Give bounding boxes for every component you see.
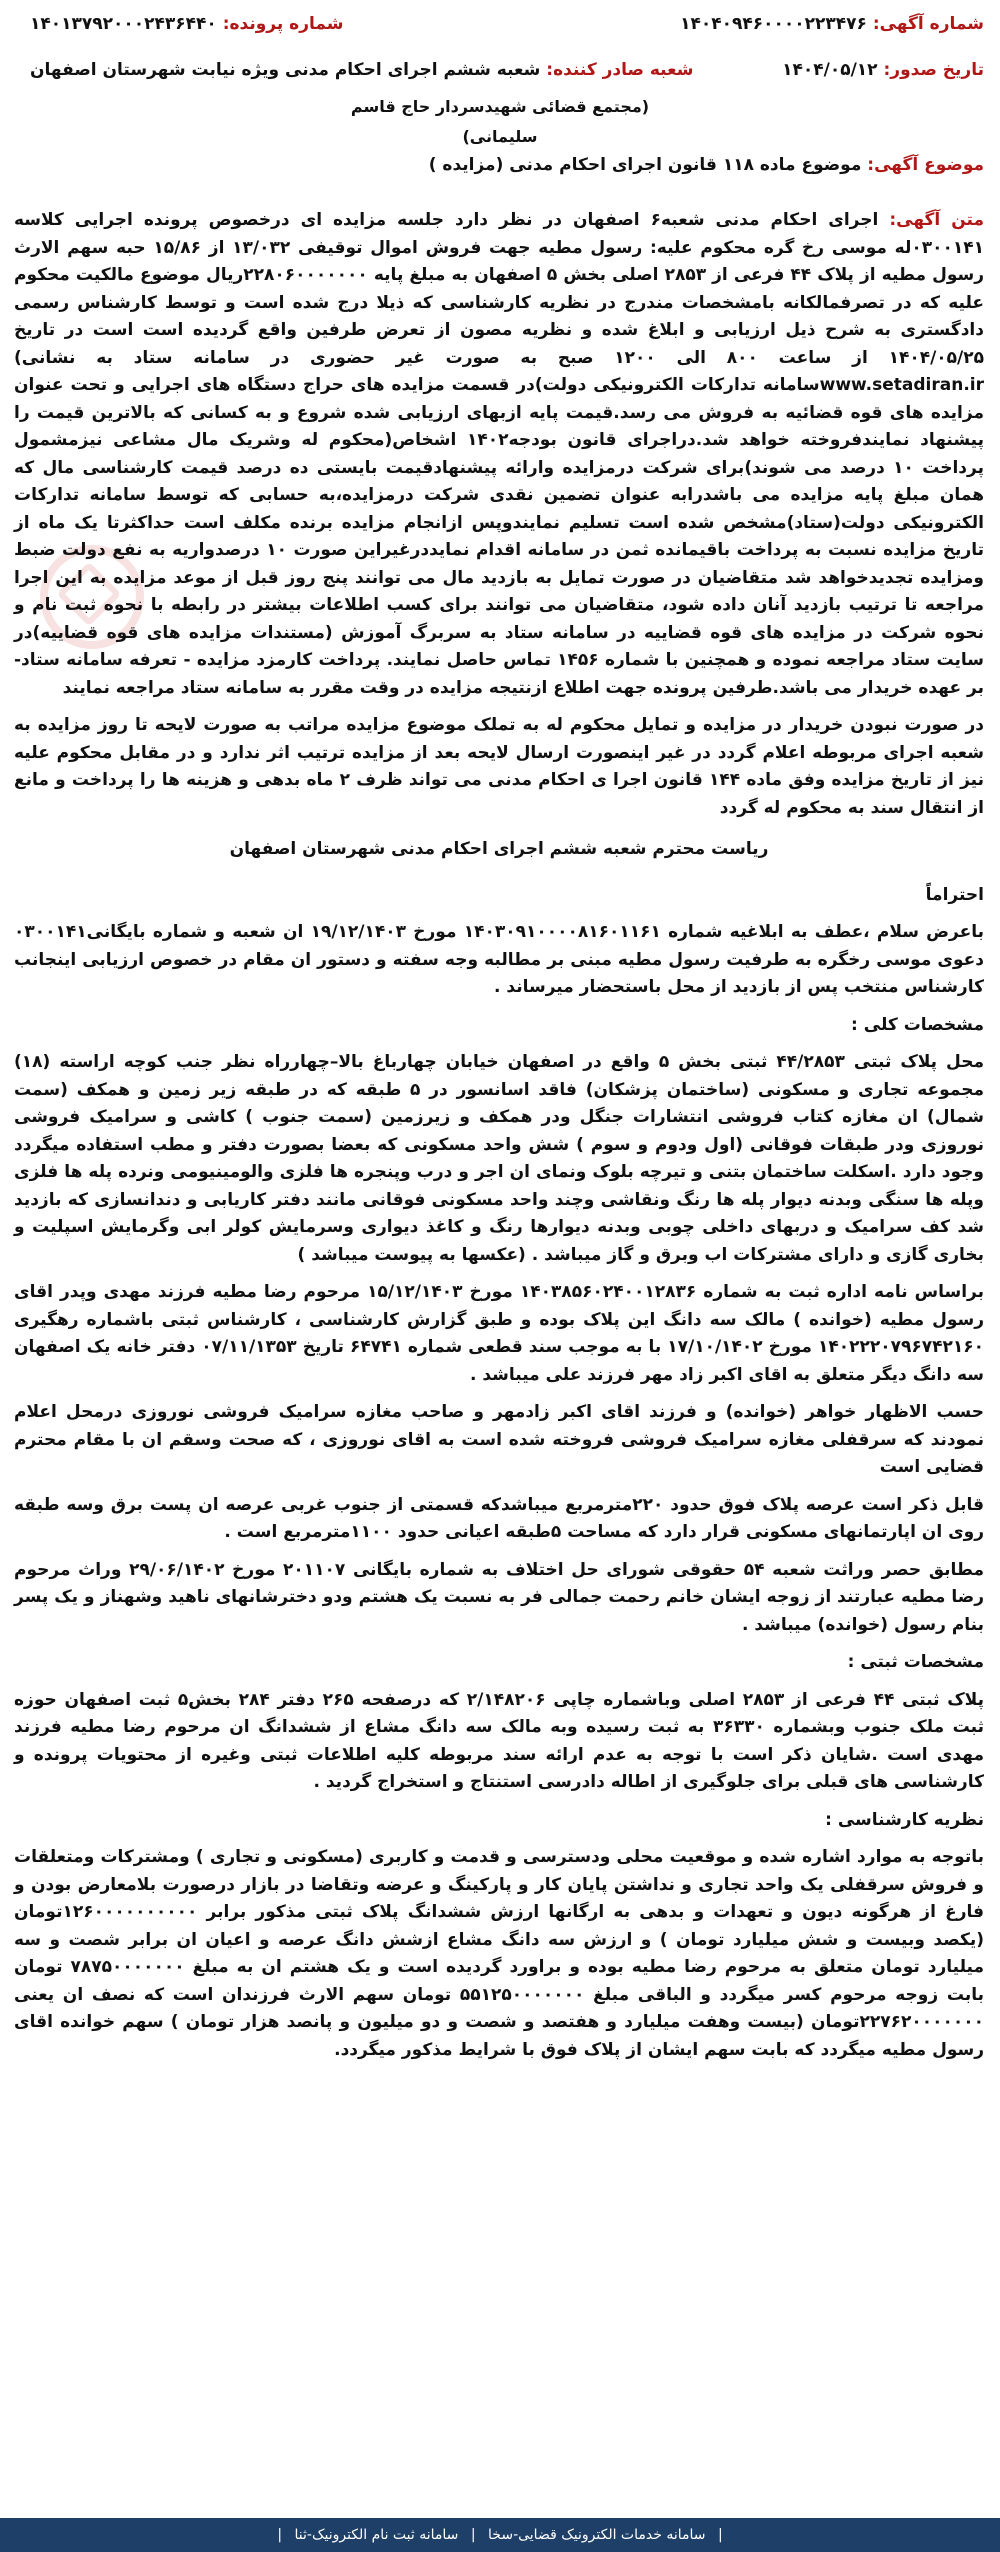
subject-row xyxy=(429,155,984,175)
paragraph-1 xyxy=(14,207,984,702)
issuer-row xyxy=(30,60,693,80)
case-number-value: ۱۴۰۱۳۷۹۲۰۰۰۲۴۳۶۴۴۰ xyxy=(30,14,217,34)
ad-number-label: شماره آگهی: xyxy=(872,14,984,34)
respect-salutation: احتراماً xyxy=(925,884,984,905)
issue-date-row xyxy=(782,60,984,80)
subject-value: موضوع ماده ۱۱۸ قانون اجرای احکام مدنی (مزایده ) xyxy=(428,155,862,175)
paragraph-8: مطابق حصر وراثت شعبه ۵۴ حقوقی شورای حل اختلاف به شماره بایگانی ۲۰۱۱۰۷ مورخ ۲۹/۰۶/۱۴۰۲ وراث مرحوم رضا مطیه عبارتند از زوجه ایشان خانم رحمت جمالی فر به نسبت یک هشتم ودو دخترشانهای ناهید وشهناز و یک پسر بنام رسول (خوانده) میباشد . xyxy=(14,1559,985,1635)
issuer-label: شعبه صادر کننده: xyxy=(546,60,694,80)
footer-link-sakha[interactable]: سامانه خدمات الکترونیک قضایی-سخا xyxy=(488,2527,706,2543)
text-label: متن آگهی: xyxy=(889,210,985,230)
general-specs-title: مشخصات کلی : xyxy=(851,1014,984,1035)
expert-opinion-title: نظریه کارشناسی : xyxy=(825,1809,984,1830)
paragraph-9: پلاک ثبتی ۴۴ فرعی از ۲۸۵۳ اصلی وباشماره چاپی ۲/۱۴۸۲۰۶ که درصفحه ۲۶۵ دفتر ۲۸۴ بخش۵ ثبت اصفهان حوزه ثبت ملک جنوب وبشماره ۳۶۳۳۰ به ثبت رسیده وبه مالک سه دانگ مشاع از ششدانگ ان مرحوم رضا مطیه فرزند مهدی است .شایان ذکر است با توجه به عدم ارائه سند مربوطه کلیه اطلاعات ثبتی وغیره از محتویات پرونده و کارشناسی های قبلی برای جلوگیری از اطاله دادرسی استنتاج و استخراج گردید . xyxy=(14,1689,984,1792)
ad-number-row xyxy=(680,14,984,34)
footer-separator: | xyxy=(277,2527,283,2543)
subject-label: موضوع آگهی: xyxy=(867,155,984,175)
case-number-row xyxy=(30,14,344,34)
issuer-sub: (مجتمع قضائی شهیدسردار حاج قاسم سلیمانی) xyxy=(350,97,650,146)
registration-specs-title: مشخصات ثبتی : xyxy=(847,1652,984,1672)
paragraph-2: در صورت نبودن خریدار در مزایده و تمایل محکوم له به تملک موضوع مزایده مراتب به صورت لایحه تا روز مزایده به شعبه اجرای مربوطه اعلام گردد در غیر اینصورت ارسال لایحه بعد از مزایده ترتیب اثر ندارد و در مقابل محکوم علیه نیز از تاریخ مزایده وفق ماده ۱۴۴ قانون اجرا ی احکام مدنی می تواند ظرف ۲ ماه بدهی و هزینه ها را پرداخت و مانع از انتقال سند به محکوم له گردد xyxy=(14,715,984,818)
paragraph-4: محل پلاک ثبتی ۴۴/۲۸۵۳ ثبتی بخش ۵ واقع در اصفهان خیابان چهارباغ بالا–چهارراه نظر جنب کوچه اراسته (۱۸) مجموعه تجاری و مسکونی (ساختمان پزشکان) فاقد اسانسور در ۵ طبقه که در طبقه زیر زمین و همکف (سمت شمال) ان مغازه کتاب فروشی انتشارات جنگل ودر همکف و زیرزمین (سمت جنوب ) کاشی و سرامیک فروشی نوروزی ودر طبقات فوقانی (اول ودوم و سوم ) شش واحد مسکونی که بعضا بصورت دفتر و مطب استفاده میگردد وجود دارد .اسکلت ساختمان بتنی و تیرچه بلوک ونمای ان اجر و درب وپنجره ها فلزی والومینیومی ونرده پله ها فلزی وپله ها سنگی وبدنه دیوار پله ها رنگ ونقاشی وچند واحد مسکونی فوقانی مانند دفتر کاریابی و دندانسازی که بازدید شد کف سرامیک و دربهای داخلی چوبی وبدنه دیوارها رنگ و کاغذ دیواری وسرمایش کولر ابی وگرمایش اسپلیت و بخاری گازی و دارای مشترکات اب وبرق و گاز میباشد . (عکسها به پیوست میباشد ) xyxy=(14,1052,984,1265)
footer-separator: | xyxy=(717,2527,723,2543)
issuer-value: شعبه ششم اجرای احکام مدنی ویژه نیابت شهرستان اصفهان xyxy=(30,60,541,80)
paragraph-3: باعرض سلام ،عطف به ابلاغیه شماره ۱۴۰۳۰۹۱۰۰۰۰۸۱۶۰۱۱۶۱ مورخ ۱۹/۱۲/۱۴۰۳ ان شعبه و شماره بایگانی۰۳۰۰۱۴۱ دعوی موسی رخگره به طرفیت رسول مطیه مبنی بر مطالبه وجه سفته و دستور ان مقام در خصوص ارزیابی اینجانب کارشناس منتخب پس از بازدید از محل باستحضار میرساند . xyxy=(14,922,985,997)
paragraph-5: براساس نامه اداره ثبت به شماره ۱۴۰۳۸۵۶۰۲۴۰۰۱۲۸۳۶ مورخ ۱۵/۱۲/۱۴۰۳ مرحوم رضا مطیه فرزند مهدی وپدر اقای رسول مطیه (خوانده ) مالک سه دانگ این پلاک بوده و طبق گزارش کارشناسی ، کارشناس ثبتی باشماره رهگیری ۱۴۰۲۲۲۰۷۹۶۷۴۲۱۶۰ مورخ ۱۷/۱۰/۱۴۰۲ با به موجب سند قطعی شماره ۶۴۷۴۱ تاریخ ۰۷/۱۱/۱۳۵۳ دفتر خانه یک اصفهان سه دانگ دیگر متعلق به اقای اکبر زاد مهر فرزند علی میباشد . xyxy=(14,1282,984,1385)
paragraph-6: حسب الاظهار خواهر (خوانده) و فرزند اقای اکبر زادمهر و صاحب مغازه سرامیک فروشی نوروزی درمحل اعلام نمودند که سرقفلی مغازه سرامیک فروشی فروخته شده است به اقای نوروزی ، که صحت وسقم ان با مقام محترم قضایی است xyxy=(14,1402,984,1477)
paragraph-1-text: اجرای احکام مدنی شعبه۶ اصفهان در نظر دارد جلسه مزایده ای درخصوص پرونده اجرایی کلاسه ۰۳۰۰۱۴۱له موسی رخ گره محکوم علیه: رسول مطیه جهت فروش اموال توقیفی ۱۳/۰۳۲ از ۱۵/۸۶ حبه سهم الارث رسول مطیه از پلاک ۴۴ فرعی از ۲۸۵۳ اصلی بخش ۵ اصفهان به مبلغ پایه ۲۲۸۰۶۰۰۰۰۰۰۰ریال موضوع مالکیت محکوم علیه که در تصرفمالکانه بامشخصات مندرج در نظریه کارشناسی که ذیلا درج شده است و توسط کارشناس رسمی دادگستری به شرح ذیل ارزیابی و ابلاغ شده و نظریه مصون از تعرض طرفین واقع گردیده است است در تاریخ ۱۴۰۴/۰۵/۲۵ از ساعت ۸۰۰ الی ۱۲۰۰ صبح به صورت غیر حضوری در سامانه ستاد به نشانی) www.setadiran.irسامانه تدارکات الکترونیکی دولت)در قسمت مزایده های حراج دستگاه های اجرایی و تحت عنوان مزایده های قوه قضائیه به فروش می رسد.قیمت پایه ازبهای ارزیابی شده شروع و به کسانی که بالاترین قیمت را پیشنهاد نمایندفروخته خواهد شد.دراجرای قانون بودجه۱۴۰۲ اشخاص(محکوم له وشریک مال مشاعی نیزمشمول پرداخت ۱۰ درصد می شوند)برای شرکت درمزایده وارائه پیشنهادقیمت بایستی ده درصد قیمت کارشناسی مال که همان مبلغ پایه مزایده می باشدرابه عنوان تضمین نقدی شرکت درمزایده،به حسابی که توسط سامانه تدارکات الکترونیکی دولت(ستاد)مشخص شده است تسلیم نمایندوپس ازانجام مزایده برنده مکلف است حداکثرتا یک ماه از تاریخ مزایده نسبت به پرداخت باقیمانده ثمن در سامانه اقدام نمایددرغیراین صورت ۱۰ درصدواریه به نفع دولت ضبط ومزایده تجدیدخواهد شد متقاضیان در صورت تمایل به بازدید مال می توانند پنج روز قبل از موعد مزایده به این اجرا مراجعه تا ترتیب بازدید آنان داده شود، متقاضیان می توانند برای کسب اطلاعات بیشتر در رابطه با نحوه ثبت نام و نحوه شرکت در مزایده های قوه قضاییه در سامانه ستاد به سربرگ آموزش (مستندات مزایده های قوه قضاییه)در سایت ستاد مراجعه نموده و همچنین با شماره ۱۴۵۶ تماس حاصل نمایند. پرداخت کارمزد مزایده - تعرفه سامانه ستاد- بر عهده خریدار می باشد.طرفین پرونده جهت اطلاع ازنتیجه مزایده در وقت مقرر به سامانه ستاد مراجعه نمایند xyxy=(14,210,985,698)
footer-link-sana[interactable]: سامانه ثبت نام الکترونیک-ثنا xyxy=(294,2527,459,2543)
letter-recipient-title: ریاست محترم شعبه ششم اجرای احکام مدنی شهرستان اصفهان xyxy=(229,839,769,859)
issue-date-label: تاریخ صدور: xyxy=(883,60,984,80)
paragraph-7: قابل ذکر است عرصه پلاک فوق حدود ۲۲۰مترمربع میباشدکه قسمتی از جنوب غربی عرصه ان پست برق وسه طبقه روی ان اپارتمانهای مسکونی قرار دارد که مساحت ۵طبقه اعیانی حدود ۱۱۰۰مترمربع است . xyxy=(14,1494,985,1542)
notice-body xyxy=(14,207,984,2074)
notice-header xyxy=(0,0,1000,200)
case-number-label: شماره پرونده: xyxy=(222,14,344,34)
ad-number-value: ۱۴۰۴۰۹۴۶۰۰۰۰۲۲۳۴۷۶ xyxy=(680,14,867,34)
paragraph-10: باتوجه به موارد اشاره شده و موقعیت محلی ودسترسی و قدمت و کاربری (مسکونی و تجاری ) ومشترکات ومتعلقات و فروش سرقفلی یک واحد تجاری و نداشتن پایان کار و پارکینگ و عرضه وتقاضا در بازار درصورت بلامعارض بودن و فارغ از هرگونه دیون و تعهدات و بدهی به ارگانها ارزش ششدانگ پلاک ثبتی مذکور برابر ۱۲۶۰۰۰۰۰۰۰۰۰۰تومان (یکصد وبیست و شش میلیارد تومان ) و ارزش سه دانگ مشاع ازشش دانگ عرصه و اعیان ان برابر شصت و سه میلیارد تومان متعلق به مرحوم رضا مطیه بوده و براورد گردیده است و یک هشتم ان به مبلغ ۷۸۷۵۰۰۰۰۰۰۰ تومان بابت زوجه مرحوم کسر میگردد و الباقی مبلغ ۵۵۱۲۵۰۰۰۰۰۰۰ تومان سهم الارث فرزندان است که نصف ان یعنی ۲۲۷۶۲۰۰۰۰۰۰۰تومان (بیست وهفت میلیارد و هفتصد و شصت و دو میلیون و پانصد هزار تومان ) سهم خوانده اقای رسول مطیه میگردد که بابت سهم ایشان از پلاک فوق با شرایط مذکور میگردد. xyxy=(14,1847,984,2060)
issue-date-value: ۱۴۰۴/۰۵/۱۲ xyxy=(782,60,878,80)
footer-bar xyxy=(0,2518,1000,2552)
footer-separator: | xyxy=(470,2527,476,2543)
